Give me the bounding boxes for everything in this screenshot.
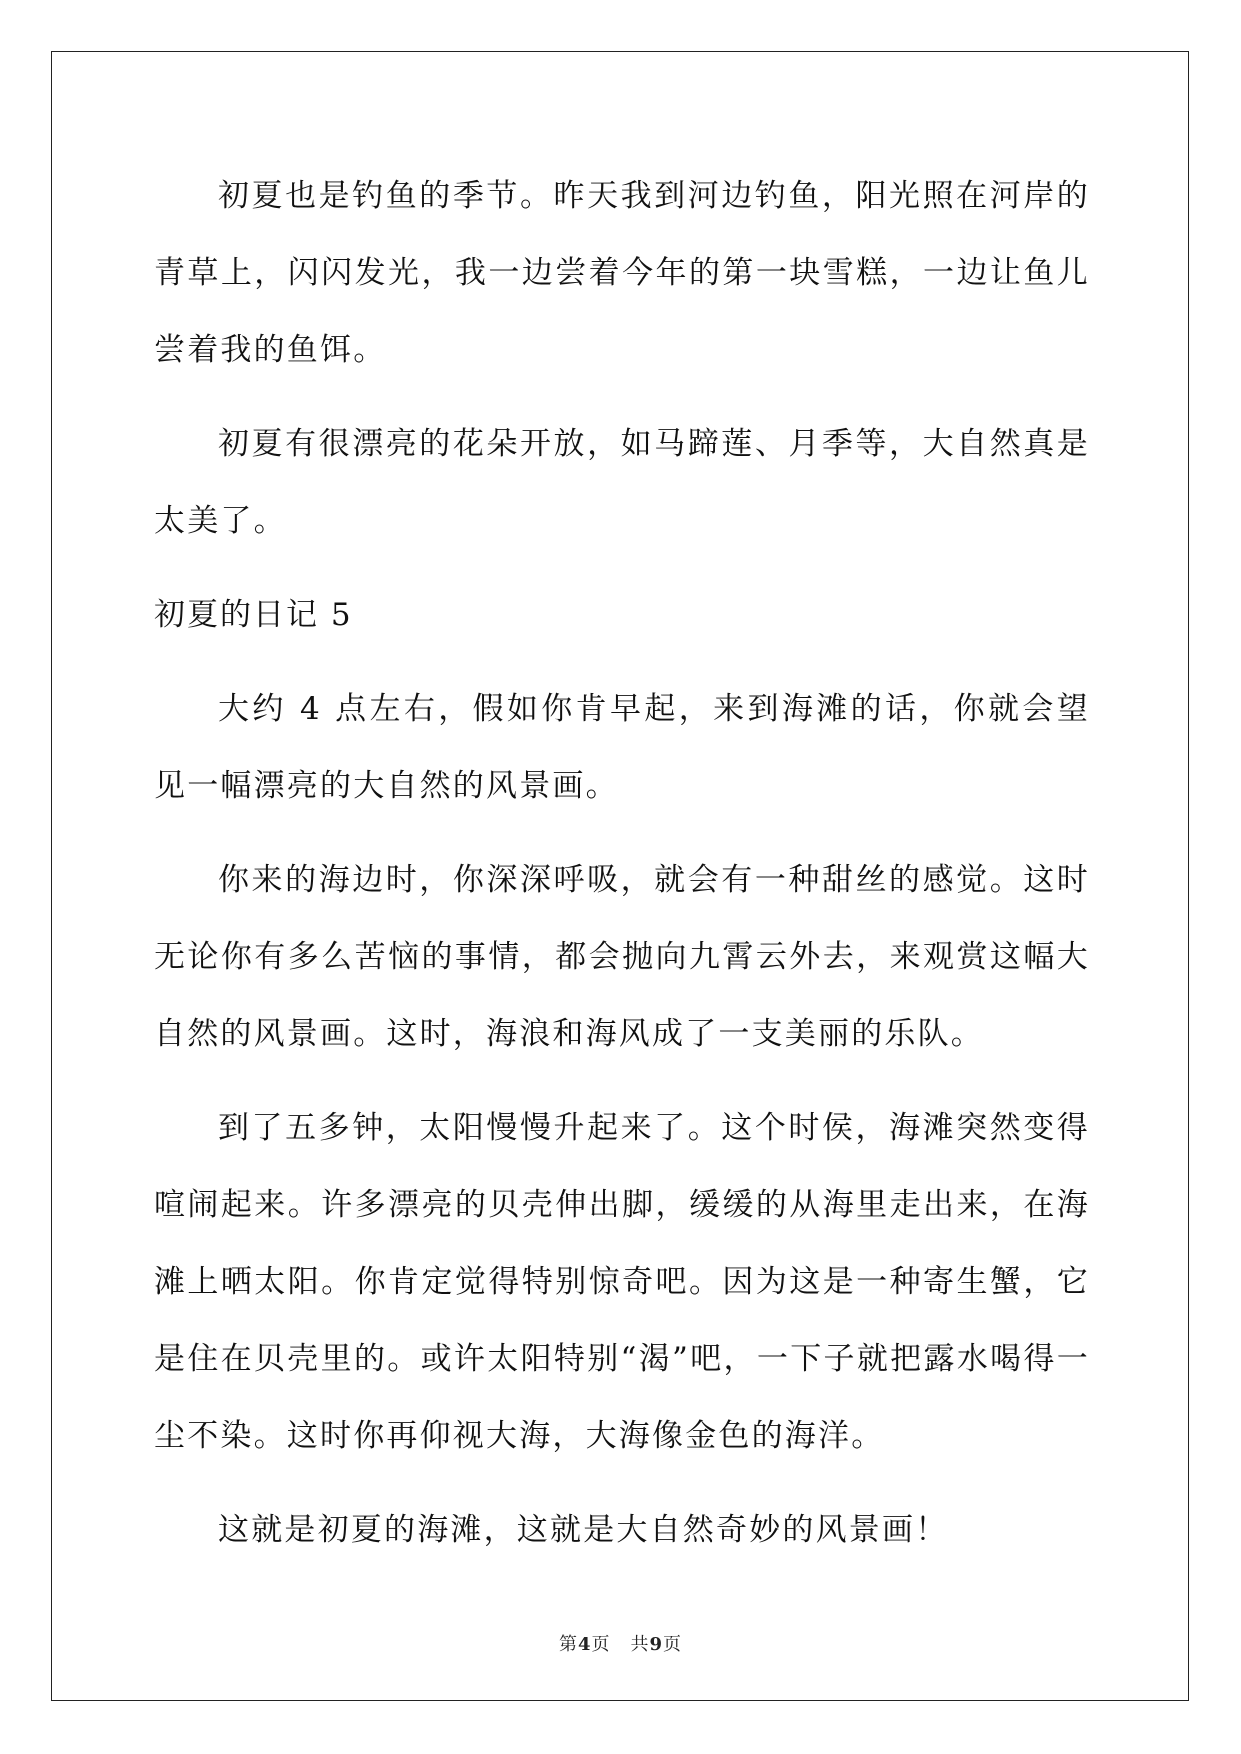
document-body [154,158,1090,1586]
total-suffix: 页 [663,1634,683,1655]
paragraph-sunrise: 大约 4 点左右，假如你肯早起，来到海滩的话，你就会望见一幅漂亮的大自然的风景画。 [154,691,1090,804]
paragraph-beach: 到了五多钟，太阳慢慢升起来了。这个时侯，海滩突然变得喧闹起来。许多漂亮的贝壳伸出脚，缓缓的从海里走出来，在海滩上晒太阳。你肯定觉得特别惊奇吧。因为这是一种寄生蟹，它是住在贝壳里的。或许太阳特别“渴”吧，一下子就把露水喝得一尘不染。这时你再仰视大海，大海像金色的海洋。 [154,1110,1090,1454]
page-total: 9 [649,1634,664,1655]
section-heading: 初夏的日记 5 [154,597,353,633]
paragraph-seaside: 你来的海边时，你深深呼吸，就会有一种甜丝的感觉。这时无论你有多么苦恼的事情，都会抛向九霄云外去，来观赏这幅大自然的风景画。这时，海浪和海风成了一支美丽的乐队。 [154,862,1090,1052]
total-prefix: 共 [630,1634,650,1655]
page-footer [0,1630,1241,1656]
paragraph-flowers: 初夏有很漂亮的花朵开放，如马蹄莲、月季等，大自然真是太美了。 [154,426,1090,539]
paragraph-conclusion: 这就是初夏的海滩，这就是大自然奇妙的风景画！ [218,1512,949,1548]
page-prefix: 第 [558,1634,578,1655]
page-suffix: 页 [591,1634,611,1655]
page-current: 4 [577,1634,592,1655]
paragraph-fishing: 初夏也是钓鱼的季节。昨天我到河边钓鱼，阳光照在河岸的青草上，闪闪发光，我一边尝着今年的第一块雪糕，一边让鱼儿尝着我的鱼饵。 [154,178,1090,368]
